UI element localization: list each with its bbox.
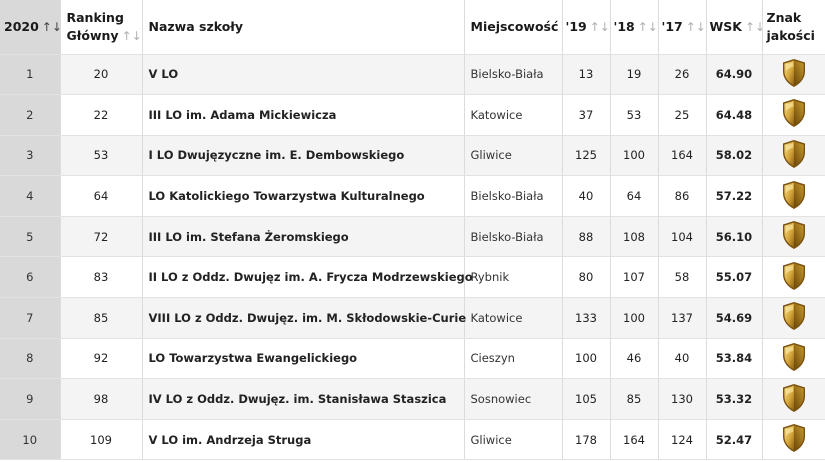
year-19-cell: 37 [562,95,610,136]
quality-mark-cell [762,338,825,379]
quality-mark-cell [762,176,825,217]
rank-cell: 6 [0,257,60,298]
city-cell: Bielsko-Biała [464,216,562,257]
wsk-cell: 64.90 [706,54,762,95]
year-17-cell: 25 [658,95,706,136]
year-19-cell: 125 [562,135,610,176]
school-name-cell[interactable]: II LO z Oddz. Dwujęz im. A. Frycza Modrzewskiego [142,257,464,298]
gold-shield-icon [782,180,806,213]
city-cell: Katowice [464,95,562,136]
rank-cell: 4 [0,176,60,217]
city-cell: Sosnowiec [464,379,562,420]
ranking-glowny-cell: 83 [60,257,142,298]
ranking-glowny-cell: 92 [60,338,142,379]
header-year-19-label: '19 [565,18,587,34]
ranking-glowny-cell: 72 [60,216,142,257]
year-19-cell: 40 [562,176,610,217]
wsk-cell: 56.10 [706,216,762,257]
year-17-cell: 26 [658,54,706,95]
header-ranking-label: Ranking Główny [66,9,124,43]
ranking-glowny-cell: 22 [60,95,142,136]
quality-mark-cell [762,257,825,298]
quality-mark-cell [762,216,825,257]
quality-mark-cell [762,135,825,176]
school-name-cell[interactable]: VIII LO z Oddz. Dwujęz. im. M. Skłodowskie-Curie [142,298,464,339]
sort-arrows-icon[interactable]: ↑↓ [41,19,62,34]
ranking-glowny-cell: 109 [60,419,142,460]
wsk-cell: 55.07 [706,257,762,298]
gold-shield-icon [782,301,806,334]
school-name-cell[interactable]: V LO [142,54,464,95]
header-year-18[interactable] [610,0,658,54]
rank-cell: 1 [0,54,60,95]
sort-arrows-icon[interactable]: ↑↓ [637,19,658,34]
year-17-cell: 104 [658,216,706,257]
wsk-cell: 57.22 [706,176,762,217]
header-rank-2020[interactable] [0,0,60,54]
rank-cell: 5 [0,216,60,257]
header-school-name [142,0,464,54]
city-cell: Cieszyn [464,338,562,379]
year-18-cell: 64 [610,176,658,217]
year-17-cell: 124 [658,419,706,460]
rank-cell: 3 [0,135,60,176]
table-row[interactable] [0,176,825,217]
table-row[interactable] [0,338,825,379]
rank-cell: 10 [0,419,60,460]
sort-arrows-icon[interactable]: ↑↓ [589,19,610,34]
year-17-cell: 137 [658,298,706,339]
year-18-cell: 85 [610,379,658,420]
wsk-cell: 64.48 [706,95,762,136]
table-header-row [0,0,825,54]
header-city-label: Miejscowość [470,18,559,34]
school-name-cell[interactable]: I LO Dwujęzyczne im. E. Dembowskiego [142,135,464,176]
quality-mark-cell [762,379,825,420]
table-row[interactable] [0,54,825,95]
year-19-cell: 100 [562,338,610,379]
ranking-glowny-cell: 98 [60,379,142,420]
gold-shield-icon [782,58,806,91]
year-18-cell: 46 [610,338,658,379]
city-cell: Gliwice [464,419,562,460]
quality-mark-cell [762,95,825,136]
school-name-cell[interactable]: LO Towarzystwa Ewangelickiego [142,338,464,379]
school-name-cell[interactable]: III LO im. Stefana Żeromskiego [142,216,464,257]
year-19-cell: 178 [562,419,610,460]
header-year-19[interactable] [562,0,610,54]
header-ranking-glowny[interactable] [60,0,142,54]
ranking-glowny-cell: 64 [60,176,142,217]
year-19-cell: 88 [562,216,610,257]
year-18-cell: 19 [610,54,658,95]
rank-cell: 9 [0,379,60,420]
gold-shield-icon [782,139,806,172]
table-row[interactable] [0,419,825,460]
year-18-cell: 164 [610,419,658,460]
school-name-cell[interactable]: III LO im. Adama Mickiewicza [142,95,464,136]
rank-cell: 7 [0,298,60,339]
city-cell: Gliwice [464,135,562,176]
quality-mark-cell [762,54,825,95]
header-quality-label: Znak jakości [766,9,815,43]
wsk-cell: 53.84 [706,338,762,379]
sort-arrows-icon[interactable]: ↑↓ [685,19,706,34]
header-wsk[interactable] [706,0,766,54]
year-17-cell: 86 [658,176,706,217]
year-18-cell: 107 [610,257,658,298]
table-row[interactable] [0,379,825,420]
header-school-name-label: Nazwa szkoły [148,18,244,34]
wsk-cell: 52.47 [706,419,762,460]
table-row[interactable] [0,257,825,298]
school-name-cell[interactable]: LO Katolickiego Towarzystwa Kulturalnego [142,176,464,217]
header-year-17-label: '17 [661,18,683,34]
quality-mark-cell [762,419,825,460]
header-wsk-label: WSK [709,18,742,34]
header-quality-mark [762,0,825,54]
year-18-cell: 100 [610,298,658,339]
school-name-cell[interactable]: V LO im. Andrzeja Struga [142,419,464,460]
table-row[interactable] [0,298,825,339]
ranking-glowny-cell: 20 [60,54,142,95]
city-cell: Katowice [464,298,562,339]
year-17-cell: 164 [658,135,706,176]
table-row[interactable] [0,135,825,176]
gold-shield-icon [782,423,806,456]
wsk-cell: 54.69 [706,298,762,339]
city-cell: Bielsko-Biała [464,176,562,217]
sort-arrows-icon[interactable]: ↑↓ [744,19,766,34]
table-row[interactable] [0,216,825,257]
year-18-cell: 53 [610,95,658,136]
header-city [464,0,562,54]
year-17-cell: 40 [658,338,706,379]
ranking-glowny-cell: 85 [60,298,142,339]
year-18-cell: 100 [610,135,658,176]
year-19-cell: 13 [562,54,610,95]
school-name-cell[interactable]: IV LO z Oddz. Dwujęz. im. Stanisława Staszica [142,379,464,420]
sort-arrows-icon[interactable]: ↑↓ [121,28,142,43]
header-year-18-label: '18 [613,18,635,34]
year-19-cell: 105 [562,379,610,420]
gold-shield-icon [782,342,806,375]
quality-mark-cell [762,298,825,339]
table-body [0,54,825,460]
table-row[interactable] [0,95,825,136]
year-17-cell: 58 [658,257,706,298]
year-19-cell: 133 [562,298,610,339]
gold-shield-icon [782,98,806,131]
header-rank-label: 2020 [4,18,39,34]
rank-cell: 8 [0,338,60,379]
year-17-cell: 130 [658,379,706,420]
year-19-cell: 80 [562,257,610,298]
city-cell: Rybnik [464,257,562,298]
city-cell: Bielsko-Biała [464,54,562,95]
gold-shield-icon [782,220,806,253]
gold-shield-icon [782,261,806,294]
wsk-cell: 53.32 [706,379,762,420]
gold-shield-icon [782,383,806,416]
wsk-cell: 58.02 [706,135,762,176]
rank-cell: 2 [0,95,60,136]
year-18-cell: 108 [610,216,658,257]
ranking-glowny-cell: 53 [60,135,142,176]
header-year-17[interactable] [658,0,706,54]
